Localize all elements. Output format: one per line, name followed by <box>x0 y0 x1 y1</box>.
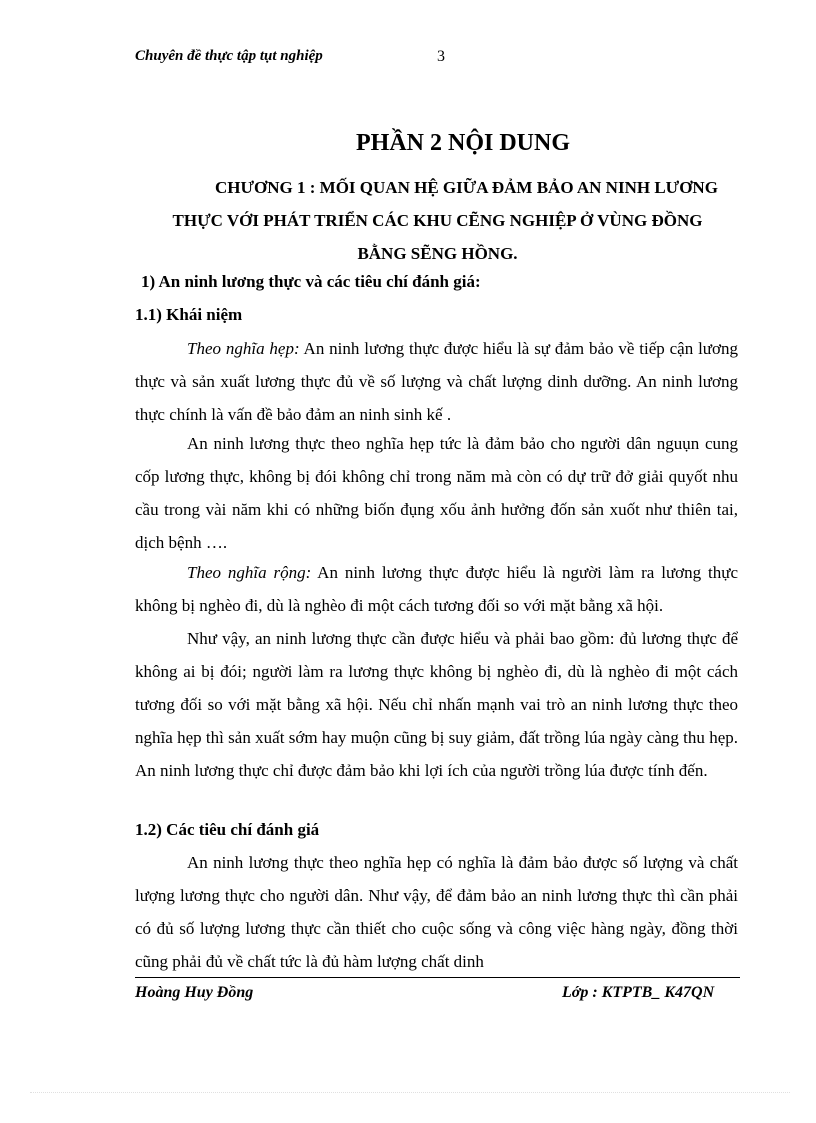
paragraph-text: An ninh lương thực được hiểu là người làm ra lương thực không bị nghèo đi, dù là nghèo đi một cách tương đối so với mặt bằng xã hội. <box>135 563 739 615</box>
paragraph-text: An ninh lương thực theo nghĩa hẹp có nghĩa là đảm bảo được số lượng và chất lượng lương thực cho người dân. Như vậy, để đảm bảo an ninh lương thực thì cần phải có đủ số lượng lương thực cần thiết cho cuộc sống và công việc hàng ngày, đồng thời cũng phải đủ về chất tức là đủ hàm lượng chất dinh <box>135 853 738 971</box>
footer-divider <box>135 977 740 978</box>
footer-class: Lớp : KTPTB_ K47QN <box>562 984 715 1001</box>
chapter-title-line-2: THỰC VỚI PHÁT TRIỂN CÁC KHU CẼNG NGHIỆP Ở VÙNG ĐỒNG <box>172 211 703 230</box>
section-heading-1-1: 1.1) Khái niệm <box>135 305 243 324</box>
section-heading-1-2: 1.2) Các tiêu chí đánh giá <box>135 820 320 839</box>
section-heading-1: 1) An ninh lương thực và các tiêu chí đánh giá: <box>141 272 481 291</box>
chapter-title <box>135 171 740 270</box>
paragraph-text: Như vậy, an ninh lương thực cần được hiểu và phải bao gồm: đủ lương thực để không ai bị đói; người làm ra lương thực không bị nghèo đi, dù là nghèo đi một cách tương đối so với mặt bằng xã hội. Nếu chỉ nhấn mạnh vai trò an ninh lương thực theo nghĩa hẹp thì sản xuất sớm hay muộn cũng bị suy giảm, đất trồng lúa ngày càng thu hẹp. An ninh lương thực chỉ được đảm bảo khi lợi ích của người trồng lúa được tính đến. <box>135 629 738 780</box>
paragraph-narrow-definition <box>135 332 738 431</box>
paragraph-text: An ninh lương thực được hiểu là sự đảm bảo về tiếp cận lương thực và sản xuất lương thực đủ về số lượng và chất lượng dinh dưỡng. An ninh lương thực chính là vấn đề bảo đảm an ninh sinh kế . <box>135 339 738 424</box>
header-title: Chuyên đề thực tập tụt nghiệp <box>135 48 323 64</box>
paragraph-summary <box>135 622 738 787</box>
chapter-title-line-1: CHƯƠNG 1 : MỐI QUAN HỆ GIỮA ĐẢM BẢO AN NINH LƯƠNG <box>215 178 718 197</box>
paragraph-text: An ninh lương thực theo nghĩa hẹp tức là đảm bảo cho người dân nguụn cung cốp lương thực, không bị đói không chỉ trong năm mà còn có dự trữ đở giải quyốt nhu cầu trong vài năm khi có những biốn đụng xốu ảnh hưởng đốn sản xuốt như thiên tai, dịch bệnh …. <box>135 434 738 552</box>
paragraph-lead: Theo nghĩa rộng: <box>187 563 312 582</box>
paragraph-criteria <box>135 846 738 978</box>
chapter-title-line-3: BẰNG SẼNG HỒNG. <box>357 244 518 263</box>
page-header <box>135 48 735 72</box>
footer-author: Hoàng Huy Đồng <box>135 984 254 1001</box>
paragraph-broad-definition <box>135 556 738 622</box>
part-title: PHẦN 2 NỘI DUNG <box>356 130 570 156</box>
page-edge-divider <box>30 1092 790 1093</box>
paragraph-lead: Theo nghĩa hẹp: <box>187 339 300 358</box>
page-number: 3 <box>437 48 445 65</box>
paragraph-narrow-explanation <box>135 427 738 559</box>
